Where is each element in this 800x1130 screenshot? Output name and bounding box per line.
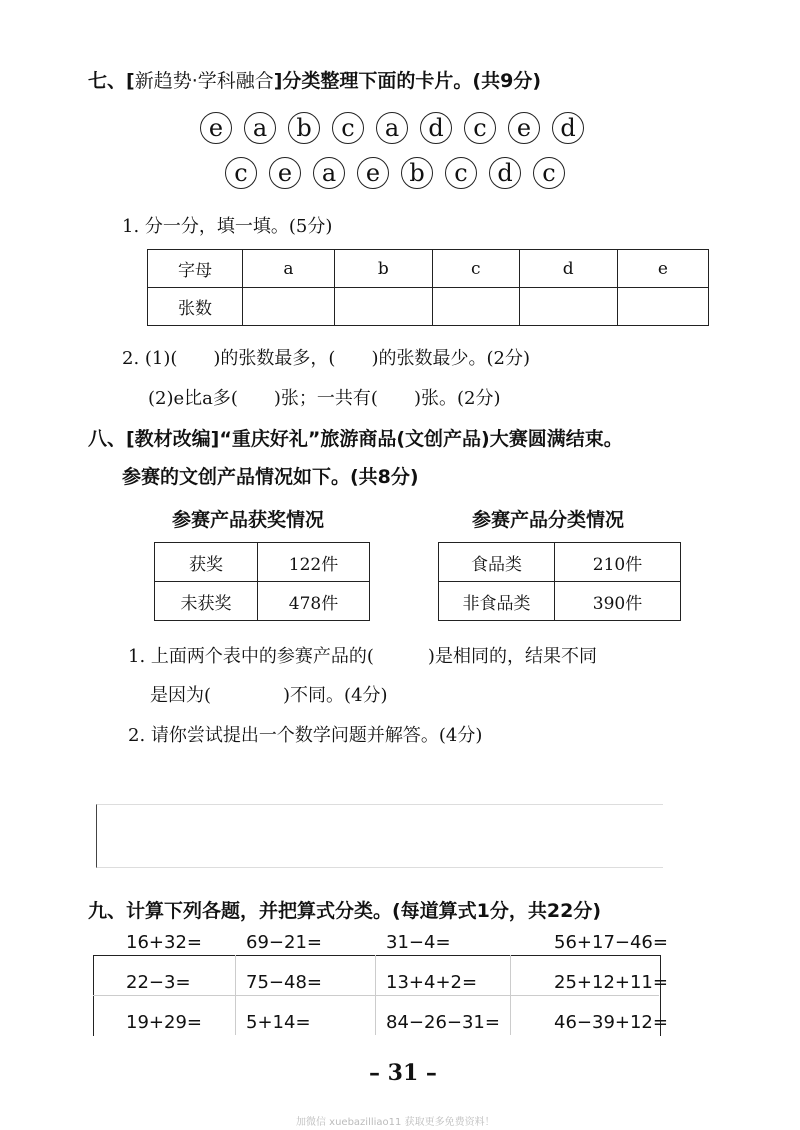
table-row — [155, 582, 370, 621]
section-7-title — [88, 66, 541, 93]
calc-expression[interactable]: 56+17−46= — [554, 932, 668, 953]
letter-card: e — [269, 157, 301, 189]
letter-card: b — [288, 112, 320, 144]
grid-divider — [510, 955, 511, 1035]
letter-card: d — [489, 157, 521, 189]
letter-card: b — [401, 157, 433, 189]
calc-expression[interactable]: 84−26−31= — [386, 1012, 500, 1033]
table-cell: b — [334, 250, 432, 288]
letter-card: c — [225, 157, 257, 189]
answer-cell[interactable] — [334, 288, 432, 326]
section-7-question-1: 1. 分一分，填一填。(5分) — [122, 216, 333, 237]
table-row — [439, 582, 681, 621]
section-7-question-2-1: 2. (1)( )的张数最多，( )的张数最少。(2分) — [122, 348, 530, 369]
letter-card: c — [464, 112, 496, 144]
letter-card: c — [445, 157, 477, 189]
card-row-1 — [200, 112, 584, 144]
calc-expression[interactable]: 75−48= — [246, 972, 322, 993]
table-cell: 获奖 — [155, 543, 258, 582]
table-cell: e — [617, 250, 708, 288]
table-cell: 390件 — [555, 582, 681, 621]
section-7-tag: 新趋势·学科融合 — [134, 70, 274, 92]
section-8-title-line-1: 八、[教材改编]“重庆好礼”旅游商品(文创产品)大赛圆满结束。 — [88, 428, 623, 450]
category-table-title: 参赛产品分类情况 — [472, 509, 625, 531]
letter-card: a — [313, 157, 345, 189]
table-cell: 未获奖 — [155, 582, 258, 621]
section-8-question-2: 2. 请你尝试提出一个数学问题并解答。(4分) — [128, 725, 483, 746]
table-row — [439, 543, 681, 582]
table-cell: d — [519, 250, 617, 288]
letter-card: d — [552, 112, 584, 144]
table-row — [148, 250, 709, 288]
calc-expression[interactable]: 46−39+12= — [554, 1012, 668, 1033]
table-cell: 478件 — [258, 582, 370, 621]
answer-cell[interactable] — [519, 288, 617, 326]
table-row — [155, 543, 370, 582]
table-cell: 122件 — [258, 543, 370, 582]
table-header-count: 张数 — [148, 288, 243, 326]
table-header-letter: 字母 — [148, 250, 243, 288]
calc-expression[interactable]: 25+12+11= — [554, 972, 668, 993]
card-row-2 — [225, 157, 565, 189]
award-table-title: 参赛产品获奖情况 — [172, 509, 325, 531]
grid-divider — [375, 955, 376, 1035]
letter-card: e — [200, 112, 232, 144]
answer-cell[interactable] — [432, 288, 519, 326]
grid-divider — [235, 955, 236, 1035]
section-8-title-line-2: 参赛的文创产品情况如下。(共8分) — [122, 466, 419, 488]
section-7-suffix: ]分类整理下面的卡片。(共9分) — [273, 70, 542, 92]
answer-box[interactable] — [96, 804, 663, 868]
letter-card: e — [357, 157, 389, 189]
calc-expression[interactable]: 19+29= — [126, 1012, 202, 1033]
calc-expression[interactable]: 13+4+2= — [386, 972, 478, 993]
section-8-question-1-line-2: 是因为( )不同。(4分) — [150, 685, 388, 706]
section-7-question-2-2: (2)e比a多( )张；一共有( )张。(2分) — [148, 388, 501, 409]
grid-divider — [93, 995, 659, 996]
footer-watermark: 加微信 xuebazilliao11 获取更多免费资料！ — [296, 1117, 495, 1128]
table-cell: a — [243, 250, 335, 288]
table-cell: c — [432, 250, 519, 288]
calc-expression[interactable]: 16+32= — [126, 932, 202, 953]
letter-count-table — [147, 249, 709, 326]
table-cell: 非食品类 — [439, 582, 555, 621]
calc-expression[interactable]: 31−4= — [386, 932, 451, 953]
calc-expression[interactable]: 22−3= — [126, 972, 191, 993]
section-8-question-1-line-1: 1. 上面两个表中的参赛产品的( )是相同的，结果不同 — [128, 646, 597, 667]
award-table — [154, 542, 370, 621]
answer-cell[interactable] — [243, 288, 335, 326]
category-table — [438, 542, 681, 621]
letter-card: d — [420, 112, 452, 144]
letter-card: c — [332, 112, 364, 144]
table-cell: 210件 — [555, 543, 681, 582]
calc-expression[interactable]: 5+14= — [246, 1012, 311, 1033]
letter-card: e — [508, 112, 540, 144]
section-7-prefix: 七、[ — [88, 70, 135, 92]
answer-cell[interactable] — [617, 288, 708, 326]
table-row — [148, 288, 709, 326]
table-cell: 食品类 — [439, 543, 555, 582]
letter-card: a — [376, 112, 408, 144]
page-number: – 31 – — [369, 1060, 437, 1086]
letter-card: c — [533, 157, 565, 189]
calc-expression[interactable]: 69−21= — [246, 932, 322, 953]
letter-card: a — [244, 112, 276, 144]
section-9-title: 九、计算下列各题，并把算式分类。(每道算式1分，共22分) — [88, 900, 602, 922]
